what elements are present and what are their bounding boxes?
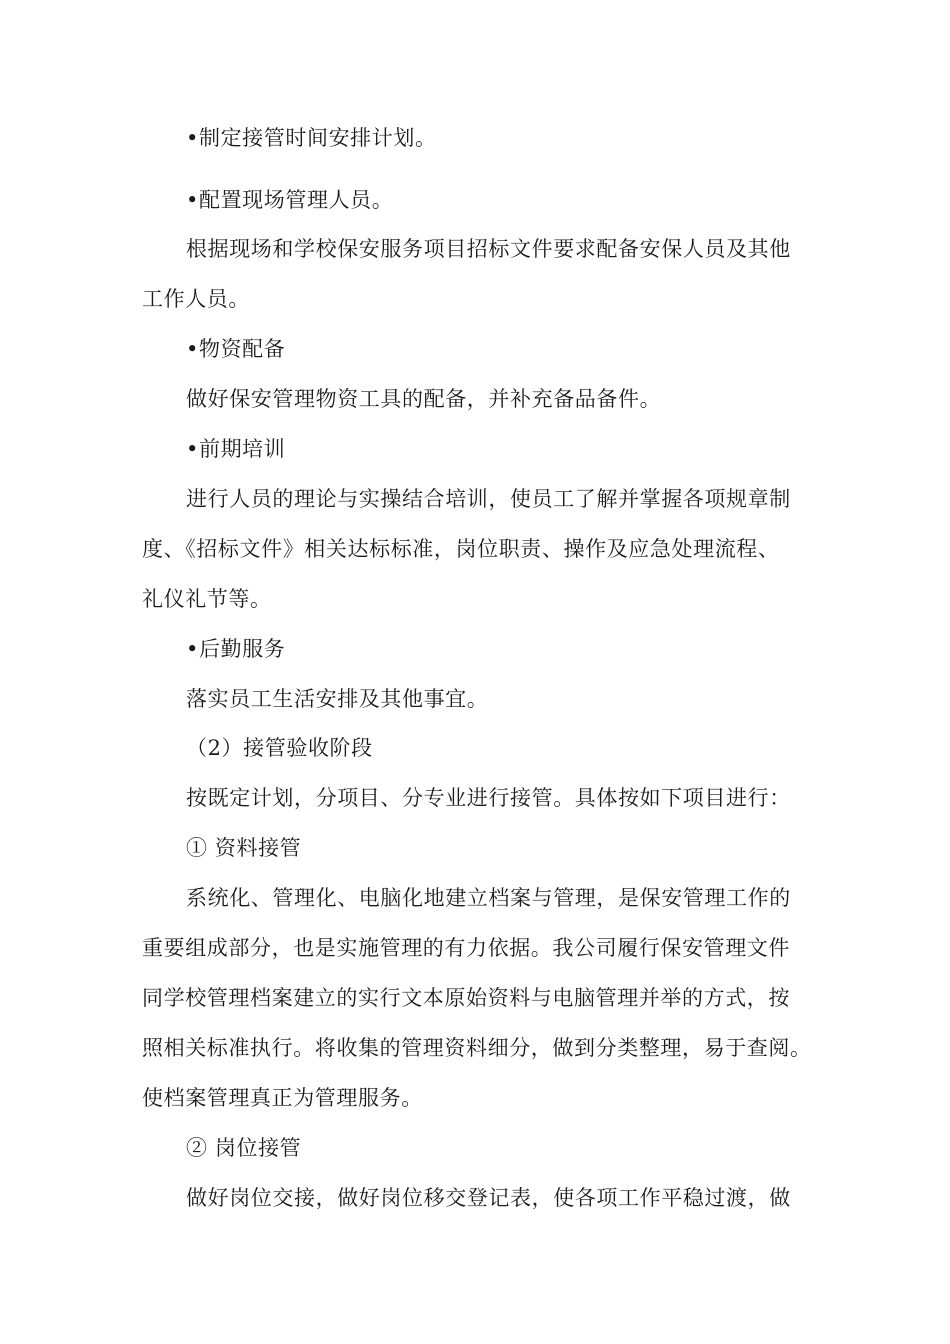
section-heading-acceptance: （2）接管验收阶段 xyxy=(186,736,373,760)
paragraph-staffing-line-2: 工作人员。 xyxy=(142,287,250,311)
bullet-materials: •物资配备 xyxy=(186,337,286,361)
bullet-handover-schedule: •制定接管时间安排计划。 xyxy=(186,126,437,150)
paragraph-documents-line-4: 照相关标准执行。将收集的管理资料细分，做到分类整理，易于查阅。 xyxy=(142,1036,812,1060)
paragraph-staffing-line-1: 根据现场和学校保安服务项目招标文件要求配备安保人员及其他 xyxy=(186,237,791,261)
paragraph-materials: 做好保安管理物资工具的配备，并补充备品备件。 xyxy=(186,387,662,411)
paragraph-training-line-3: 礼仪礼节等。 xyxy=(142,587,272,611)
paragraph-training-line-2: 度、《招标文件》相关达标标准，岗位职责、操作及应急处理流程、 xyxy=(142,537,780,561)
bullet-staff-configuration: •配置现场管理人员。 xyxy=(186,188,394,212)
subheading-post-takeover: ② 岗位接管 xyxy=(186,1136,302,1160)
paragraph-logistics: 落实员工生活安排及其他事宜。 xyxy=(186,687,489,711)
paragraph-post-takeover-line-1: 做好岗位交接，做好岗位移交登记表，使各项工作平稳过渡，做 xyxy=(186,1186,791,1210)
bullet-early-training: •前期培训 xyxy=(186,437,286,461)
bullet-logistics: •后勤服务 xyxy=(186,637,286,661)
paragraph-documents-line-2: 重要组成部分，也是实施管理的有力依据。我公司履行保安管理文件 xyxy=(142,936,790,960)
paragraph-documents-line-3: 同学校管理档案建立的实行文本原始资料与电脑管理并举的方式，按 xyxy=(142,986,790,1010)
subheading-document-takeover: ① 资料接管 xyxy=(186,836,302,860)
paragraph-training-line-1: 进行人员的理论与实操结合培训，使员工了解并掌握各项规章制 xyxy=(186,487,791,511)
paragraph-documents-line-1: 系统化、管理化、电脑化地建立档案与管理，是保安管理工作的 xyxy=(186,886,791,910)
paragraph-documents-line-5: 使档案管理真正为管理服务。 xyxy=(142,1086,423,1110)
paragraph-acceptance-plan: 按既定计划，分项目、分专业进行接管。具体按如下项目进行： xyxy=(186,786,791,810)
